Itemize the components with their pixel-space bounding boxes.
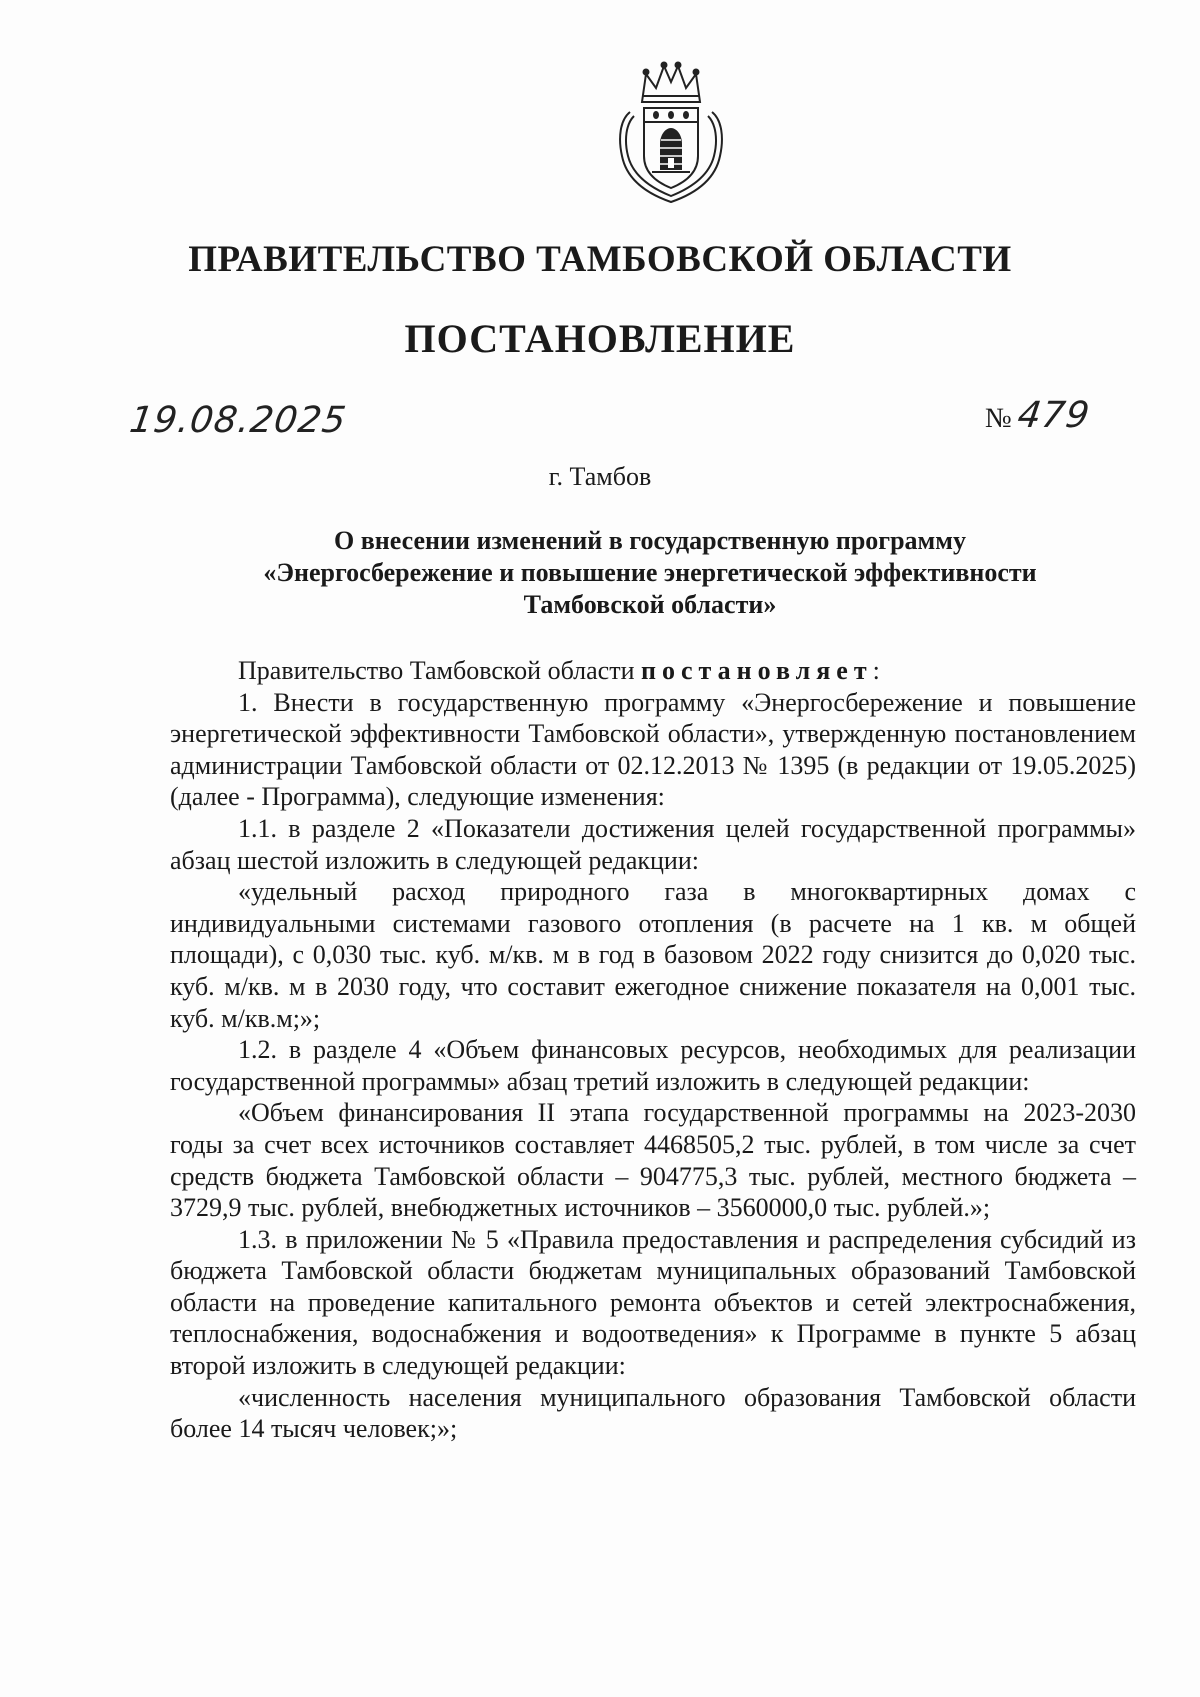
tambov-coat-of-arms-icon	[612, 60, 730, 206]
paragraph-1-3-quote: «численность населения муниципального образования Тамбовской области более 14 тысяч человек;»;	[170, 1382, 1136, 1444]
document-subject	[170, 525, 1130, 621]
number-label: №	[985, 403, 1012, 434]
intro-prefix: Правительство Тамбовской области	[238, 656, 641, 685]
subject-line-1: О внесении изменений в государственную программу	[334, 526, 966, 555]
intro-spaced-word: постановляет	[641, 656, 873, 685]
paragraph-1-3: 1.3. в приложении № 5 «Правила предоставления и распределения субсидий из бюджета Тамбовской области бюджетам муниципальных образований Тамбовской области на проведение капитального ремонта объектов и сетей электроснабжения, теплоснабжения, водоснабжения и водоотведения» к Программе в пункте 5 абзац второй изложить в следующей редакции:	[170, 1224, 1136, 1381]
city-label: г. Тамбов	[548, 462, 652, 491]
paragraph-1-2-quote: «Объем финансирования II этапа государственной программы на 2023-2030 годы за счет всех источников составляет 4468505,2 тыс. рублей, в том числе за счет средств бюджета Тамбовской области – 904775,3 тыс. рублей, местного бюджета – 3729,9 тыс. рублей, внебюджетных источников – 3560000,0 тыс. рублей.»;	[170, 1098, 1136, 1223]
document-type-title: ПОСТАНОВЛЕНИЕ	[404, 316, 796, 361]
document-number	[985, 395, 1093, 436]
intro-suffix: :	[872, 656, 880, 685]
paragraph-1-1: 1.1. в разделе 2 «Показатели достижения целей государственной программы» абзац шестой изложить в следующей редакции:	[170, 813, 1136, 875]
paragraph-1-1-quote: «удельный расход природного газа в многоквартирных домах с индивидуальными системами газового отопления (в расчете на 1 кв. м общей площади), с 0,030 тыс. куб. м/кв. м в год в базовом 2022 году снизится до 0,020 тыс. куб. м/кв. м в 2030 году, что составит ежегодное снижение показателя на 0,001 тыс. куб. м/кв.м;»;	[170, 877, 1136, 1033]
number-value: 479	[1014, 395, 1093, 436]
subject-line-2: «Энергосбережение и повышение энергетической эффективности	[263, 558, 1037, 587]
intro-paragraph	[170, 655, 1136, 687]
paragraph-1: 1. Внести в государственную программу «Энергосбережение и повышение энергетической эффективности Тамбовской области», утвержденную постановлением администрации Тамбовской области от 02.12.2013 № 1395 (в редакции от 19.05.2025) (далее - Программа), следующие изменения:	[170, 687, 1136, 812]
document-body	[170, 655, 1136, 1445]
paragraph-1-2: 1.2. в разделе 4 «Объем финансовых ресурсов, необходимых для реализации государственной программы» абзац третий изложить в следующей редакции:	[170, 1035, 1136, 1096]
document-date: 19.08.2025	[127, 400, 350, 441]
subject-line-3: Тамбовской области»	[523, 590, 777, 619]
organization-title: ПРАВИТЕЛЬСТВО ТАМБОВСКОЙ ОБЛАСТИ	[188, 239, 1012, 280]
